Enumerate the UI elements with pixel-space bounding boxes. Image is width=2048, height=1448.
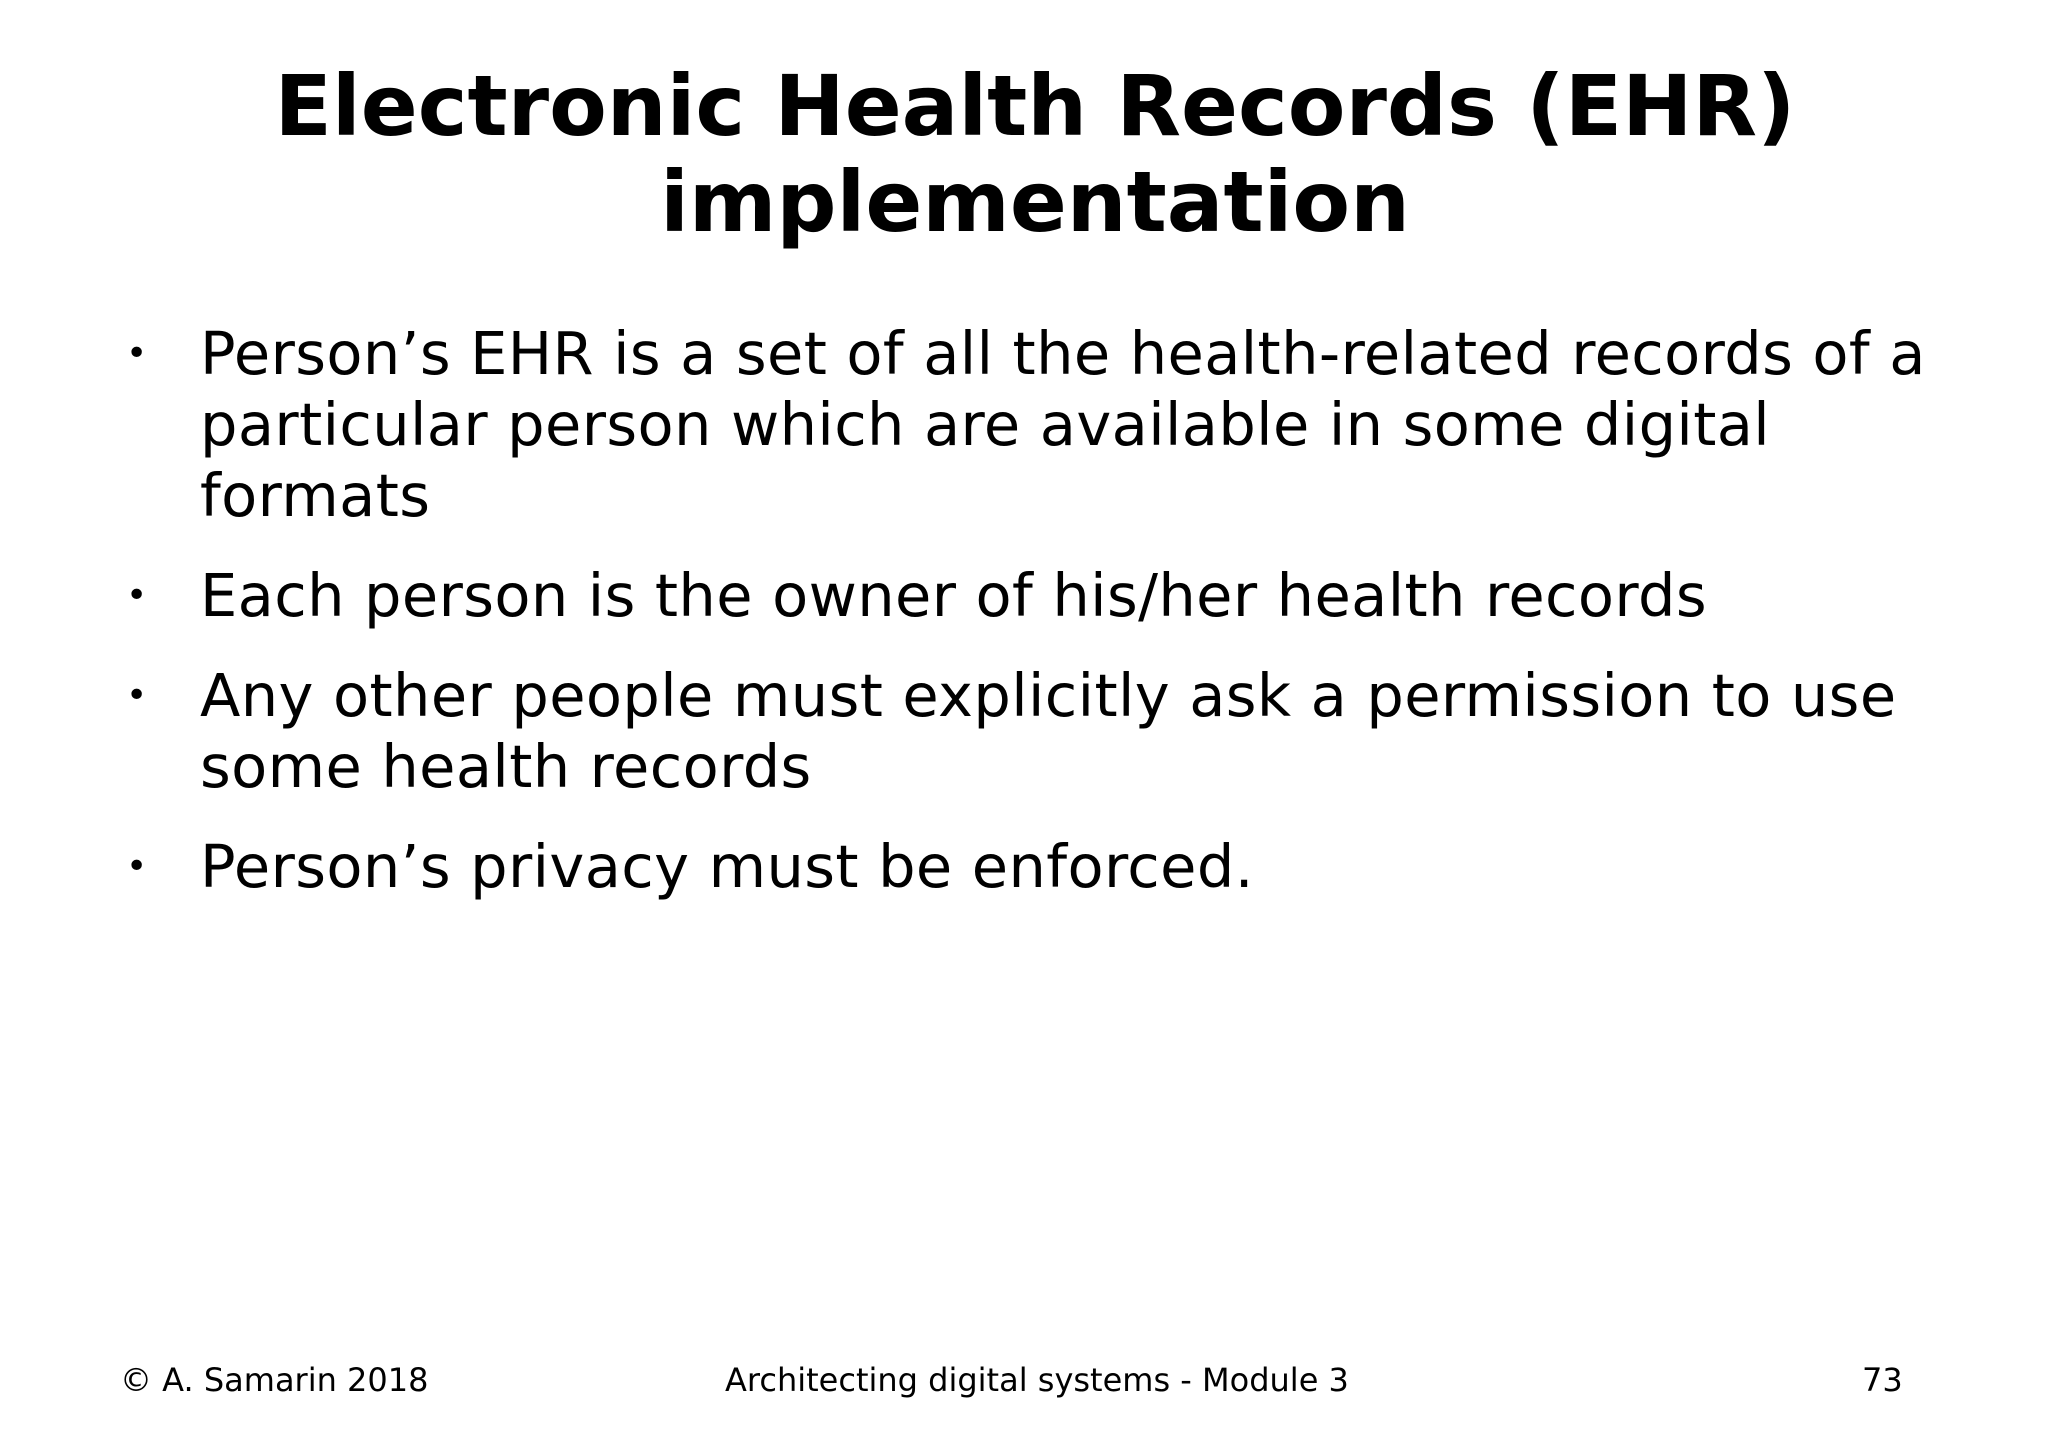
slide-title-line-1: Electronic Health Records (EHR) xyxy=(274,57,1796,155)
bullet-icon: • xyxy=(126,333,148,374)
bullet-icon: • xyxy=(126,675,148,716)
slide-title xyxy=(150,58,1920,250)
slide-title-line-2: implementation xyxy=(660,153,1410,251)
bullet-text: Each person is the owner of his/her health records xyxy=(200,561,1707,630)
bullet-item xyxy=(120,560,1950,631)
bullet-item xyxy=(120,831,1950,902)
footer-copyright: © A. Samarin 2018 xyxy=(120,1361,429,1399)
bullet-text: Person’s privacy must be enforced. xyxy=(200,832,1254,901)
bullet-item xyxy=(120,318,1950,531)
footer-course-title: Architecting digital systems - Module 3 xyxy=(725,1361,1349,1399)
bullet-icon: • xyxy=(126,575,148,616)
footer-page-number: 73 xyxy=(1862,1361,1903,1399)
bullet-text: Person’s EHR is a set of all the health-related records of a particular person which are available in some digital formats xyxy=(200,319,1926,530)
bullet-text: Any other people must explicitly ask a permission to use some health records xyxy=(200,661,1897,801)
bullet-icon: • xyxy=(126,846,148,887)
bullet-item xyxy=(120,660,1950,802)
bullet-list xyxy=(120,318,1950,931)
